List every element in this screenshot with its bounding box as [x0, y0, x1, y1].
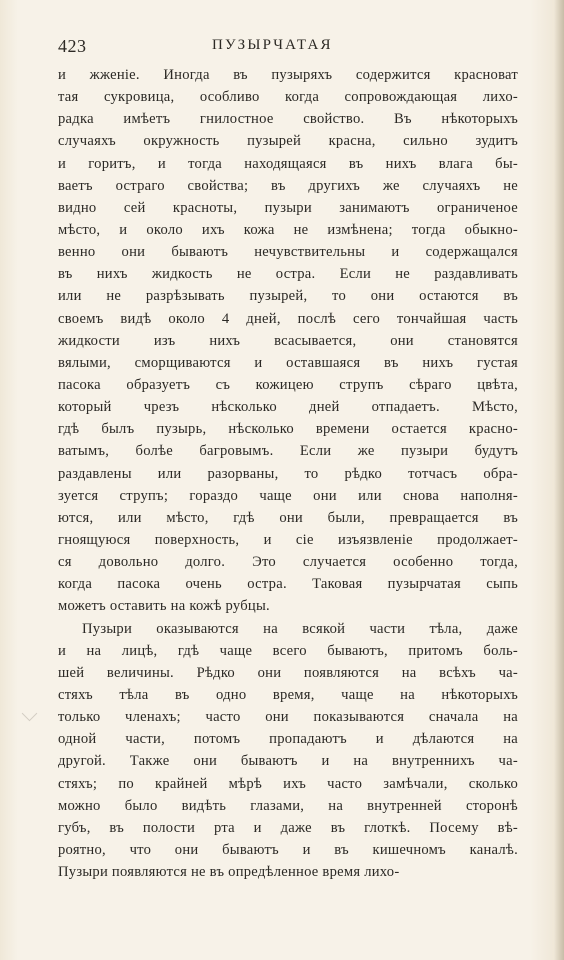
text-line: шей величины. Рѣдко они появляются на всѣхъ ча-	[58, 664, 518, 681]
text-line: губъ, въ полости рта и даже въ глоткѣ. Посему вѣ-	[58, 819, 518, 836]
text-line: въ нихъ жидкость не остра. Если не раздавливать	[58, 266, 518, 283]
text-line: раздавлены или разорваны, то рѣдко тотчасъ обра-	[58, 465, 518, 482]
text-line: одной части, потомъ пропадаютъ и дѣлаются на	[58, 731, 518, 748]
text-line: венно они бываютъ нечувствительны и содержащался	[58, 244, 518, 261]
text-line: и на лицѣ, гдѣ чаще всего бываютъ, притомъ боль-	[58, 642, 518, 659]
text-line: случаяхъ окружность пузырей красна, сильно зудитъ	[58, 133, 518, 150]
text-line: радка имѣетъ гнилостное свойство. Въ нѣкоторыхъ	[58, 111, 518, 128]
text-line: гдѣ былъ пузырь, нѣсколько времени остается красно-	[58, 421, 518, 438]
text-line: когда пасока очень остра. Таковая пузырчатая сыпь	[58, 576, 518, 593]
text-line: ваетъ остраго свойства; въ другихъ же случаяхъ не	[58, 177, 518, 194]
text-line: ются, или мѣсто, гдѣ они были, превращается въ	[58, 509, 518, 526]
text-line: только членахъ; часто они показываются сначала на	[58, 709, 518, 726]
text-line: вялыми, сморщиваются и оставшаяся въ нихъ густая	[58, 354, 518, 371]
text-line: другой. Также они бываютъ и на внутреннихъ ча-	[58, 753, 518, 770]
text-line: тая сукровица, особливо когда сопровождающая лихо-	[58, 89, 518, 106]
text-line: гноящуюся поверхность, и сіе изъязвленіе продолжает-	[58, 531, 518, 548]
text-line: можно было видѣть глазами, на внутренней сторонѣ	[58, 797, 518, 814]
text-line: стяхъ; по крайней мѣрѣ ихъ часто замѣчали, сколько	[58, 775, 518, 792]
text-line: ватымъ, болѣе багровымъ. Если же пузыри будутъ	[58, 443, 518, 460]
text-line: и жженіе. Иногда въ пузыряхъ содержится красноват	[58, 67, 518, 83]
text-line: пасока образуетъ съ кожицею струпъ сѣраго цвѣта,	[58, 376, 518, 393]
body-text	[58, 64, 518, 940]
text-line: Пузыри появляются не въ опредѣленное время лихо-	[58, 864, 400, 881]
text-line: видно сей красноты, пузыри занимаютъ ограниченое	[58, 199, 518, 216]
running-title: ПУЗЫРЧАТАЯ	[212, 37, 333, 53]
margin-mark	[22, 706, 38, 722]
paragraph-first-line: Пузыри оказываются на всякой части тѣла, даже	[82, 620, 518, 637]
text-line: зуется струпъ; гораздо чаще они или снова наполня-	[58, 487, 518, 504]
text-line: и горитъ, и тогда находящаяся въ нихъ влага бы-	[58, 155, 518, 172]
page-number: 423	[58, 36, 87, 56]
text-line: можетъ оставить на кожѣ рубцы.	[58, 598, 270, 615]
text-line: роятно, что они бываютъ и въ кишечномъ каналѣ.	[58, 841, 518, 858]
text-line: стяхъ тѣла въ одно время, чаще на нѣкоторыхъ	[58, 686, 518, 703]
text-line: мѣсто, и около ихъ кожа не измѣнена; тогда обыкно-	[58, 221, 518, 238]
text-line: который чрезъ нѣсколько дней отпадаетъ. Мѣсто,	[58, 399, 518, 416]
text-line: ся довольно долго. Это случается особенно тогда,	[58, 554, 518, 571]
text-line: или не разрѣзывать пузырей, то они остаются въ	[58, 288, 518, 305]
text-line: своемъ видѣ около 4 дней, послѣ сего тончайшая часть	[58, 310, 518, 327]
page-edge-shadow	[554, 0, 564, 960]
text-line: жидкости изъ нихъ всасывается, они становятся	[58, 332, 518, 349]
